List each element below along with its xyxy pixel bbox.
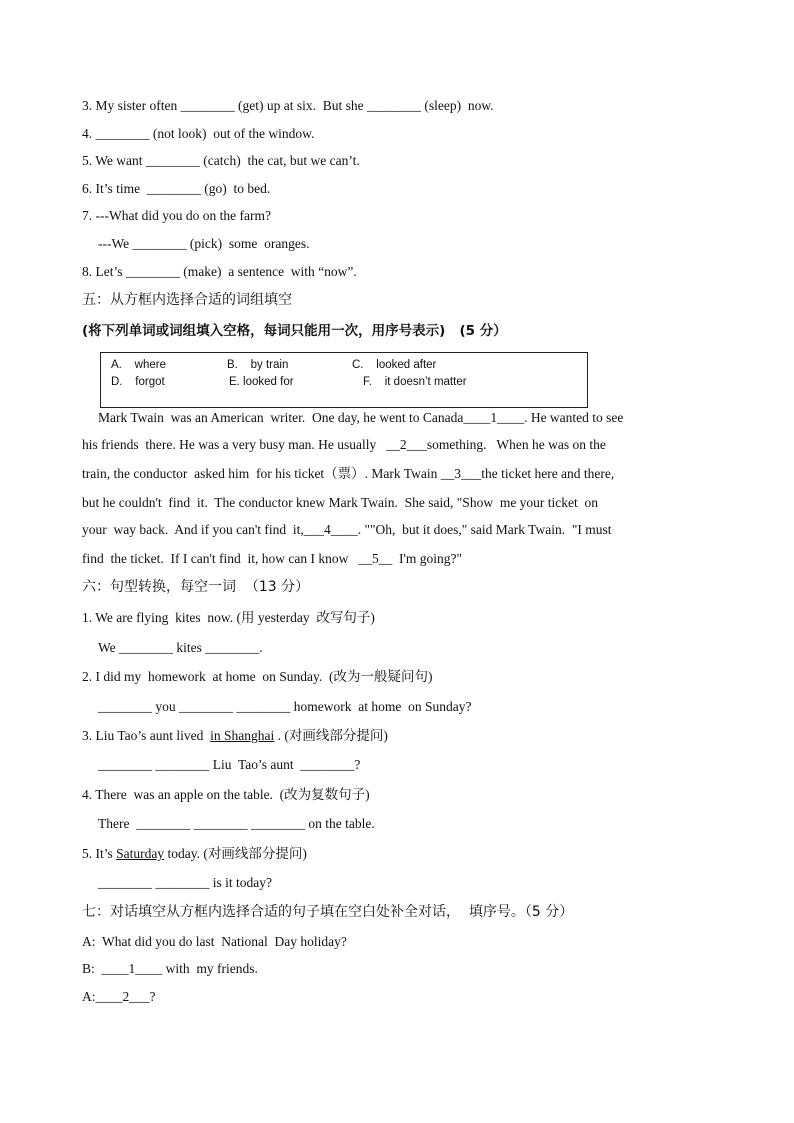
story-line-3: train, the conductor asked him for his ticket（票）. Mark Twain __3___the ticket here and there,	[82, 466, 615, 481]
section5-instruction: (将下列单词或词组填入空格，每词只能用一次，用序号表示) (5 分）	[82, 323, 507, 339]
q5-pre: 5. It’s	[82, 846, 117, 861]
dialogue-line-1: A: What did you do last National Day holiday?	[82, 934, 347, 949]
q1-answer: We ________ kites ________.	[98, 640, 263, 655]
story-line-4: but he couldn't find it. The conductor knew Mark Twain. She said, "Show me your ticket on	[82, 495, 599, 510]
q4: 4. There was an apple on the table. (改为复数句子)	[82, 787, 370, 802]
option-c: C. looked after	[352, 359, 437, 371]
q3	[82, 727, 388, 745]
q5	[82, 845, 307, 863]
q3-pre: 3. Liu Tao’s aunt lived	[82, 728, 211, 743]
q4-answer: There ________ ________ ________ on the table.	[98, 816, 375, 831]
q2-answer: ________ you ________ ________ homework at home on Sunday?	[98, 699, 472, 714]
dialogue-line-2: B: ____1____ with my friends.	[82, 961, 258, 976]
option-a: A. where	[111, 359, 166, 371]
q1: 1. We are flying kites now. (用 yesterday 改写句子)	[82, 610, 375, 625]
option-f: F. it doesn’t matter	[363, 376, 467, 388]
option-e: E. looked for	[229, 376, 294, 388]
q5-post: today. (对画线部分提问)	[164, 846, 307, 861]
q2: 2. I did my homework at home on Sunday. (改为一般疑问句)	[82, 669, 433, 684]
story-line-1: Mark Twain was an American writer. One day, he went to Canada____1____. He wanted to see	[98, 410, 624, 425]
item-7-answer: ---We ________ (pick) some oranges.	[98, 236, 310, 251]
word-options-box	[100, 352, 588, 408]
item-8: 8. Let’s ________ (make) a sentence with “now”.	[82, 264, 357, 279]
q3-answer: ________ ________ Liu Tao’s aunt ________?	[98, 757, 361, 772]
q5-answer: ________ ________ is it today?	[98, 875, 272, 890]
story-line-2: his friends there. He was a very busy man. He usually __2___something. When he was on the	[82, 437, 606, 452]
item-4: 4. ________ (not look) out of the window.	[82, 126, 315, 141]
item-6: 6. It’s time ________ (go) to bed.	[82, 181, 271, 196]
section6-title: 六：句型转换，每空一词 （13 分）	[82, 579, 310, 595]
story-line-5: your way back. And if you can't find it,___4____. ""Oh, but it does," said Mark Twain. "I must	[82, 522, 612, 537]
item-3: 3. My sister often ________ (get) up at six. But she ________ (sleep) now.	[82, 98, 494, 113]
item-5: 5. We want ________ (catch) the cat, but we can’t.	[82, 153, 360, 168]
item-7-question: 7. ---What did you do on the farm?	[82, 208, 271, 223]
q5-underlined: Saturday	[116, 846, 165, 861]
q3-post: . (对画线部分提问)	[274, 728, 388, 743]
section5-title: 五：从方框内选择合适的词组填空	[82, 292, 292, 308]
section7-title: 七：对话填空从方框内选择合适的句子填在空白处补全对话， 填序号。（5 分）	[82, 904, 574, 920]
dialogue-line-3: A:____2___?	[82, 989, 156, 1004]
story-line-6: find the ticket. If I can't find it, how can I know __5__ I'm going?"	[82, 551, 463, 566]
option-d: D. forgot	[111, 376, 165, 388]
q3-underlined: in Shanghai	[210, 728, 275, 743]
option-b: B. by train	[227, 359, 289, 371]
